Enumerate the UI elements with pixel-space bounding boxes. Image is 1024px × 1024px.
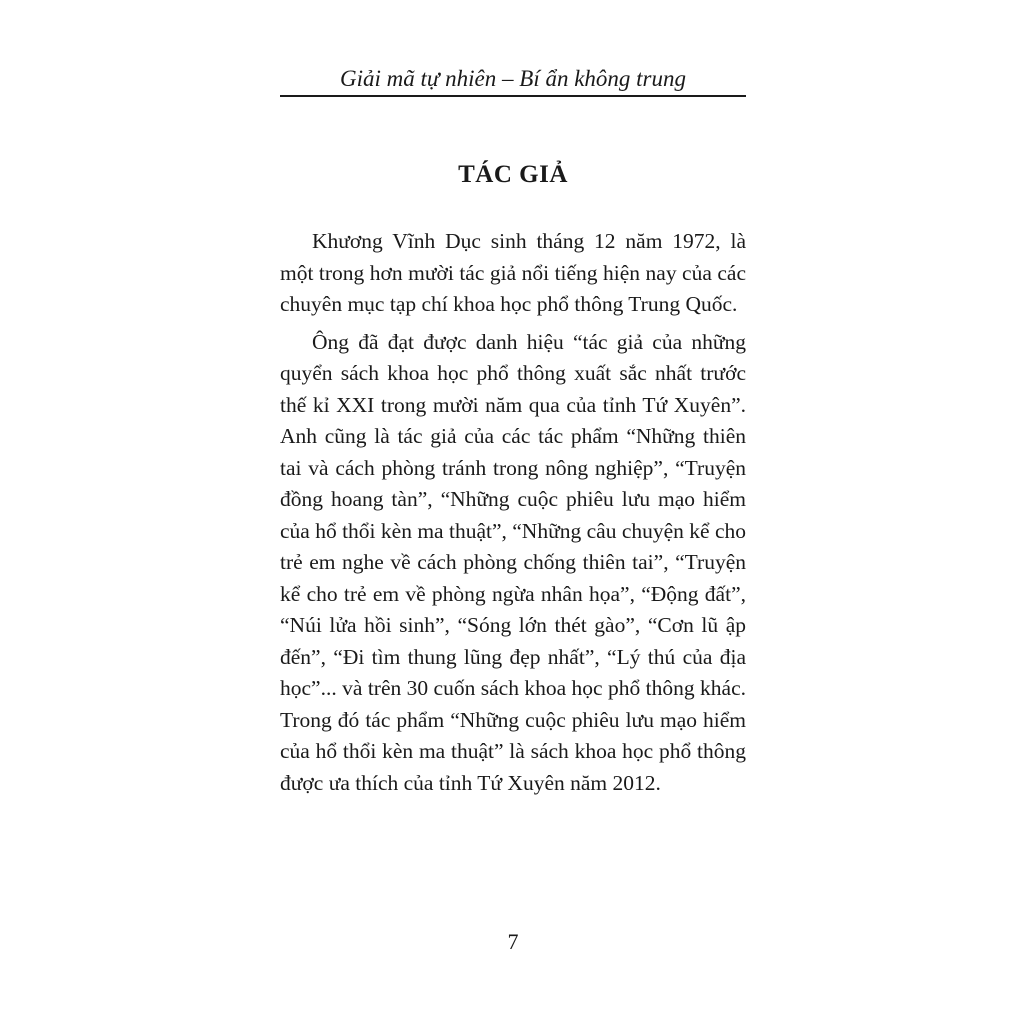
header-rule: [280, 95, 746, 97]
running-header: Giải mã tự nhiên – Bí ẩn không trung: [339, 66, 687, 91]
paragraph: Khương Vĩnh Dục sinh tháng 12 năm 1972, là một trong hơn mười tác giả nổi tiếng hiện nay của các chuyên mục tạp chí khoa học phổ thông Trung Quốc.: [280, 229, 746, 316]
page-number: 7: [507, 929, 519, 954]
chapter-title: TÁC GIẢ: [458, 161, 568, 188]
paragraph: Ông đã đạt được danh hiệu “tác giả của những quyển sách khoa học phổ thông xuất sắc nhất trước thế kỉ XXI trong mười năm qua của tỉnh Tứ Xuyên”. Anh cũng là tác giả của các tác phẩm “Những thiên tai và cách phòng tránh trong nông nghiệp”, “Truyện đồng hoang tàn”, “Những cuộc phiêu lưu mạo hiểm của hổ thổi kèn ma thuật”, “Những câu chuyện kể cho trẻ em nghe về cách phòng chống thiên tai”, “Truyện kể cho trẻ em về phòng ngừa nhân họa”, “Động đất”, “Núi lửa hồi sinh”, “Sóng lớn thét gào”, “Cơn lũ ập đến”, “Đi tìm thung lũng đẹp nhất”, “Lý thú của địa học”... và trên 30 cuốn sách khoa học phổ thông khác. Trong đó tác phẩm “Những cuộc phiêu lưu mạo hiểm của hổ thổi kèn ma thuật” là sách khoa học phổ thông được ưa thích của tỉnh Tứ Xuyên năm 2012.: [280, 329, 746, 795]
body-text: [280, 226, 746, 805]
